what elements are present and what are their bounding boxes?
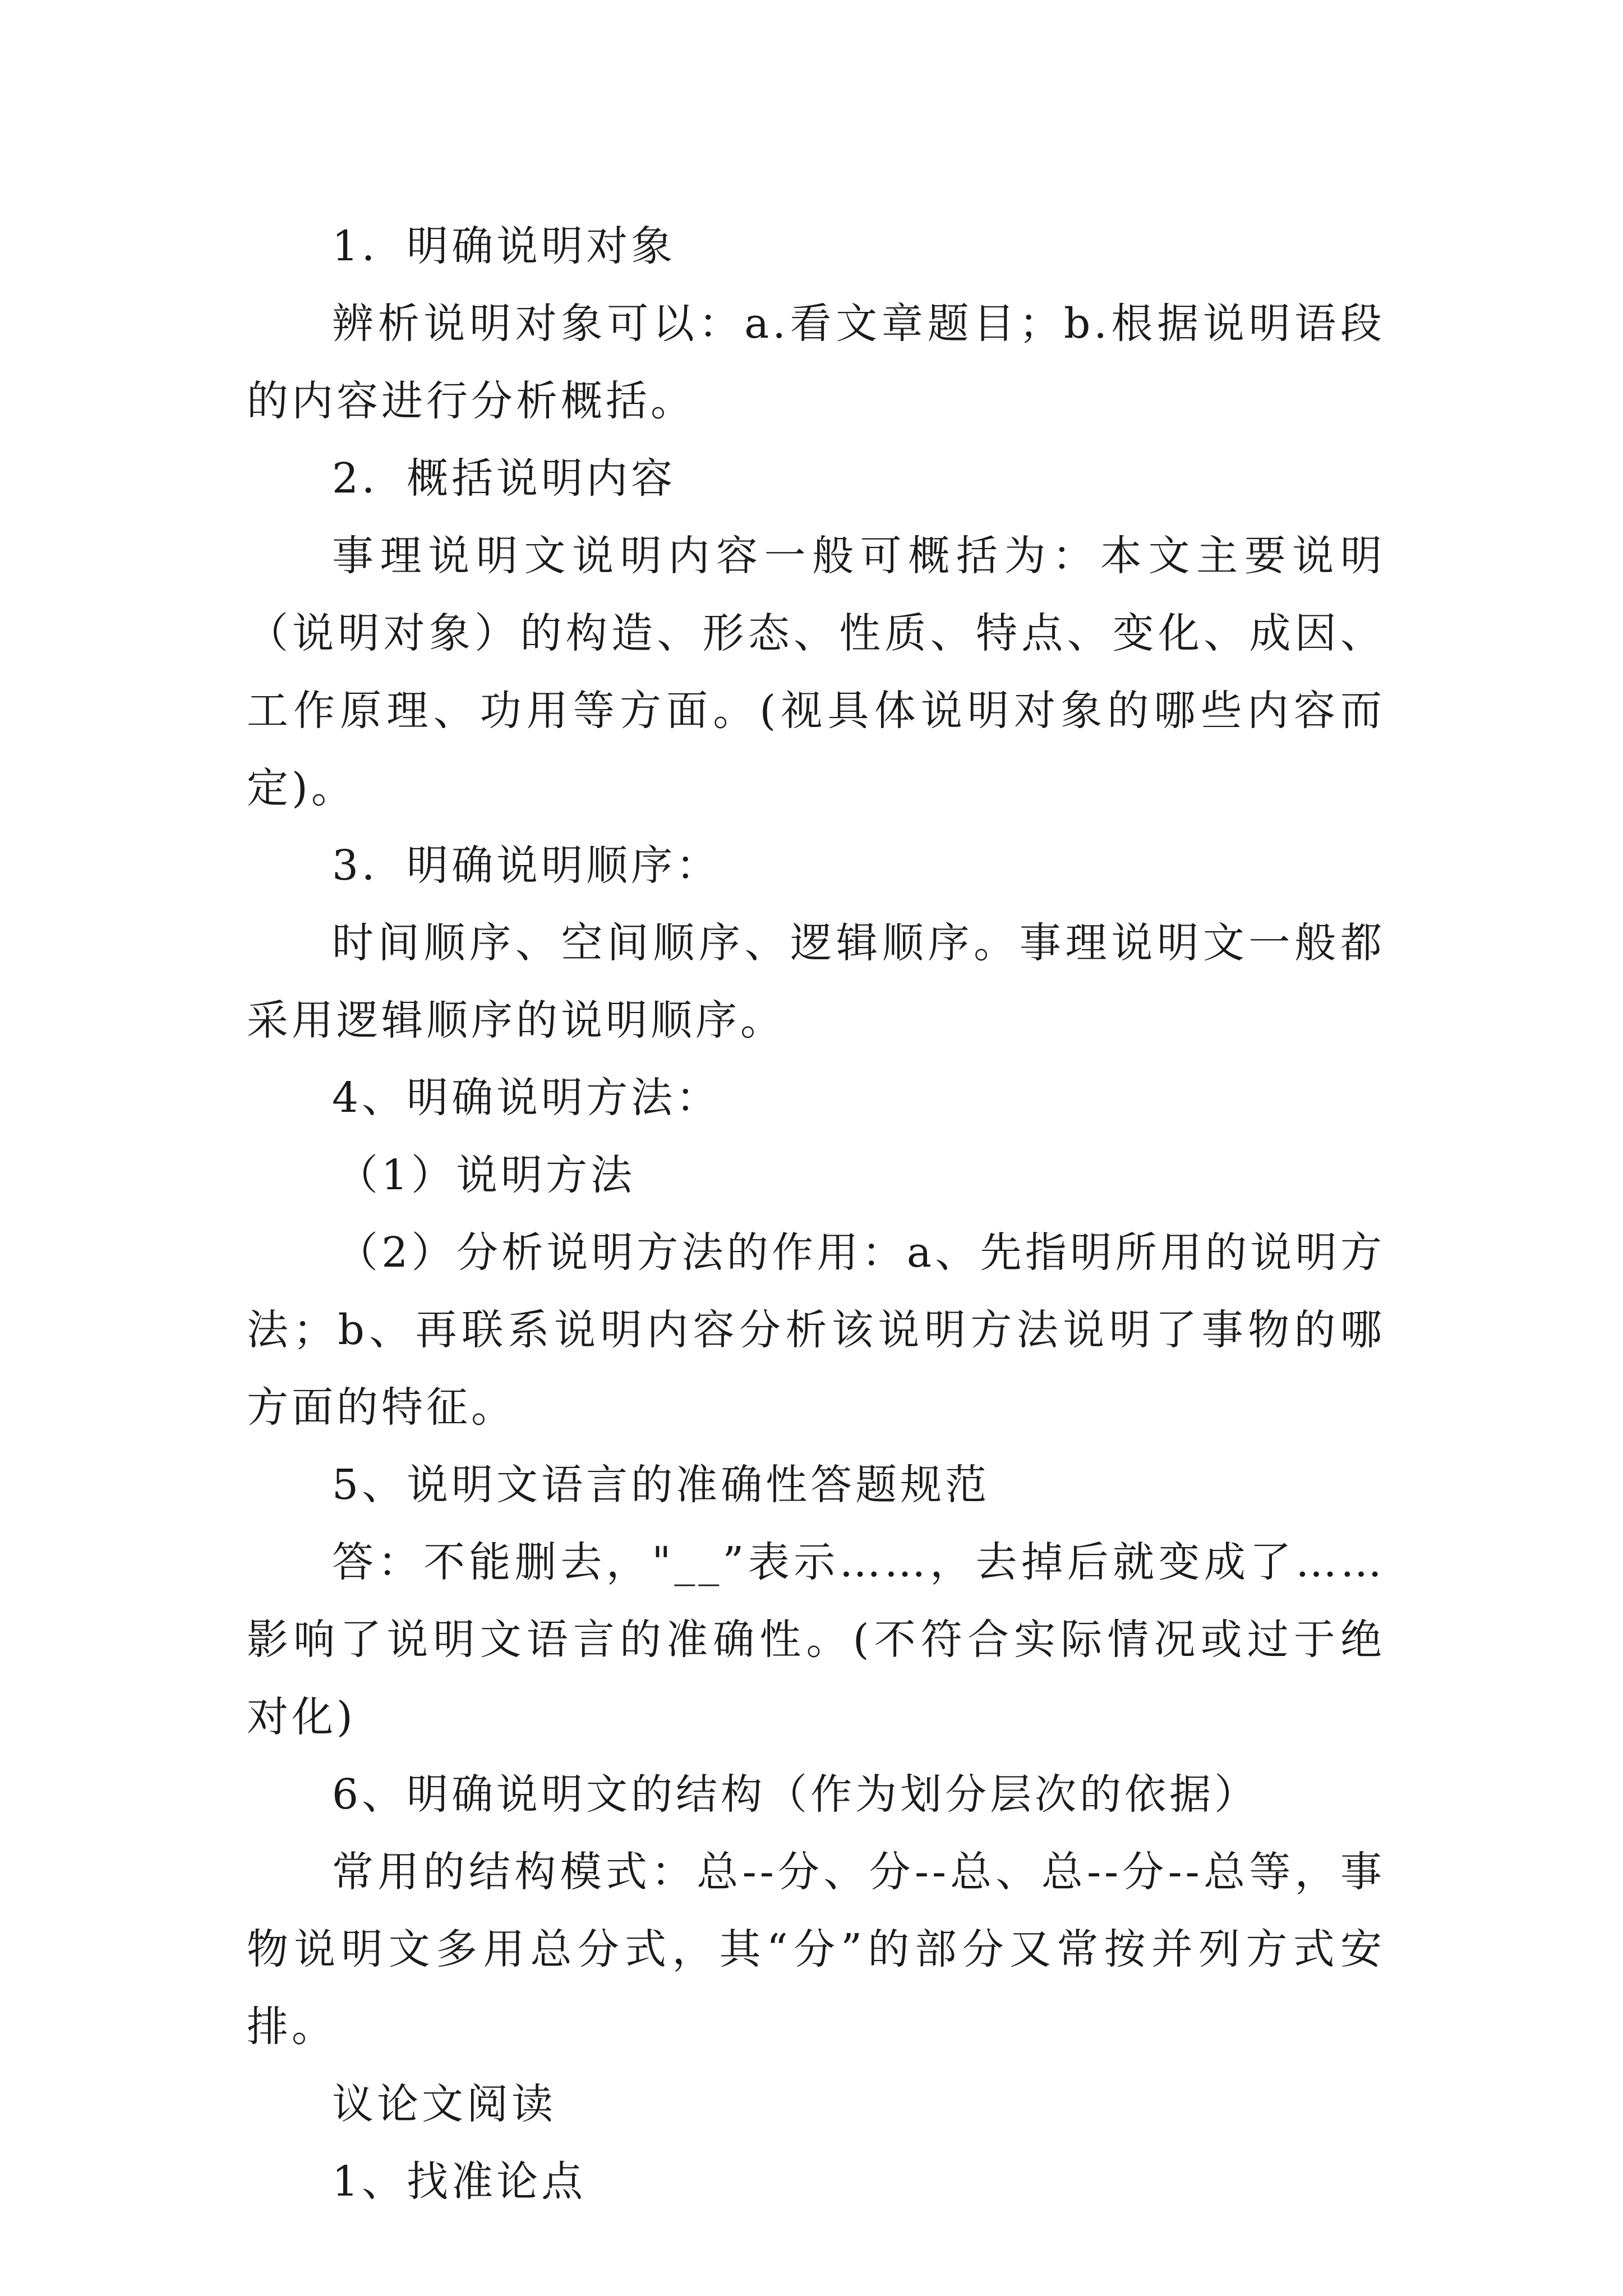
item-method-function: （2）分析说明方法的作用：a、先指明所用的说明方法；b、再联系说明内容分析该说明方法说明了事物的哪方面的特征。	[247, 1228, 1385, 1432]
section-title-argumentative: 议论文阅读	[332, 2080, 556, 2128]
paragraph-language-accuracy: 答：不能删去，"__”表示……，去掉后就变成了……影响了说明文语言的准确性。(不符合实际情况或过于绝对化)	[247, 1538, 1385, 1741]
paragraph-structure: 常用的结构模式：总--分、分--总、总--分--总等，事物说明文多用总分式，其“分”的部分又常按并列方式安排。	[247, 1848, 1385, 2051]
paragraph-identify-object: 辨析说明对象可以：a.看文章题目；b.根据说明语段的内容进行分析概括。	[247, 300, 1385, 425]
heading-summarize-content: 2．概括说明内容	[332, 454, 676, 503]
heading-structure: 6、明确说明文的结构（作为划分层次的依据）	[332, 1770, 1260, 1819]
heading-find-thesis: 1、找准论点	[332, 2157, 587, 2206]
heading-explanation-methods: 4、明确说明方法：	[332, 1074, 721, 1122]
document-body	[247, 208, 1385, 2220]
paragraph-summarize-content: 事理说明文说明内容一般可概括为：本文主要说明（说明对象）的构造、形态、性质、特点、变化、成因、工作原理、功用等方面。(视具体说明对象的哪些内容而定)。	[247, 532, 1385, 812]
item-explanation-methods: （1）说明方法	[336, 1151, 636, 1199]
paragraph-explanation-order: 时间顺序、空间顺序、逻辑顺序。事理说明文一般都采用逻辑顺序的说明顺序。	[247, 919, 1385, 1045]
heading-explanation-order: 3．明确说明顺序：	[332, 841, 721, 890]
heading-language-accuracy: 5、说明文语言的准确性答题规范	[332, 1461, 990, 1509]
heading-identify-object: 1．明确说明对象	[332, 222, 676, 270]
